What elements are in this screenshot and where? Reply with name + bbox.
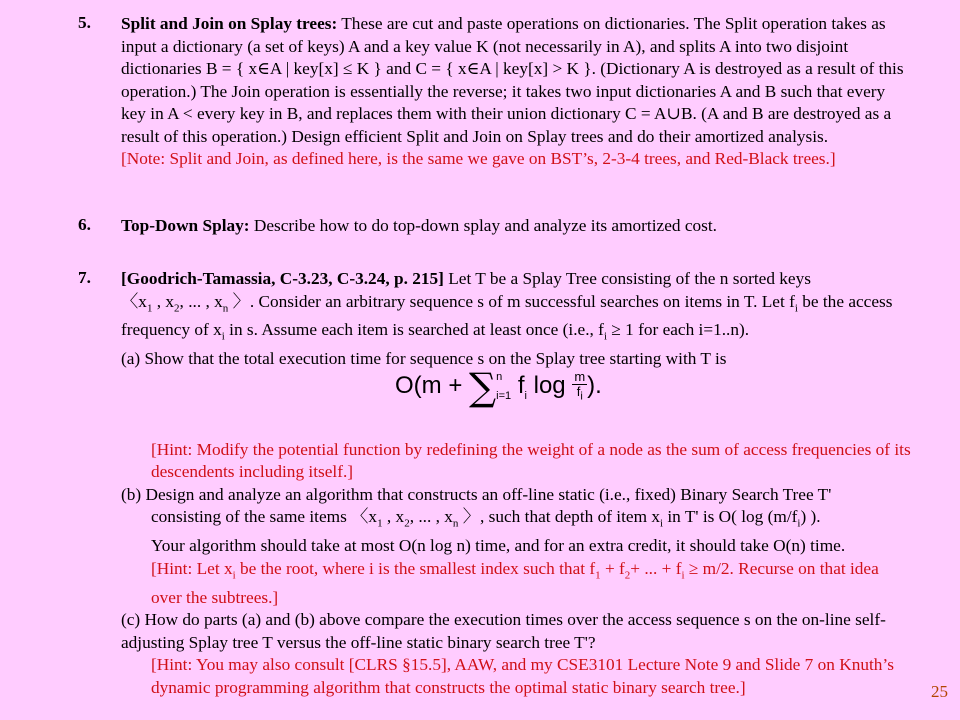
problem-number: 5. (78, 13, 91, 32)
part-a: (a) Show that the total execution time for sequence s on the Splay tree starting with T is (121, 349, 727, 369)
problem-note: [Note: Split and Join, as defined here, is the same we gave on BST’s, 2-3-4 trees, and Red-Black trees.] (121, 149, 836, 168)
page-number: 25 (931, 682, 948, 701)
problem-body: [Goodrich-Tamassia, C-3.23, C-3.24, p. 215] Let T be a Splay Tree consisting of the n sorted keys 〈$x_1$ , $x_2$, ... , $x_n$ 〉. Consider an arbitrary sequence s of m successful searches on items in T. Let $f_i$ be the access frequency of $x_i$ in s. Assume each item is searched at least once (i.e., $f_i \ge 1$ for each i=1..n). (a) Show that the total execution time for sequence s on the Splay tree starting with T is [Hint: Modify the potential function by redefining the weight of a node as the sum of access frequencies of its descendents including itself.] (b) Design and analyze an algorithm that constructs an off-line static (i.e., fixed) Binary Search Tree T' consisting of the same items 〈$x_1$ , $x_2$, ... , $x_n$ 〉, such that depth of item $x_i$ in T' is O( $\log (m/f_i)$ ). Your algorithm should take at most O(n log n) time, and for an extra credit, it should take O(n) time. [Hint: Let $x_i$ be the root, where i is the smallest index such that $f_1 + f_2+$ ... + $f_i \ge m/2$. Recurse on that idea over the subtrees.] (c) How do parts (a) and (b) above compare the execution times over the access sequence s on the on-line self-adjusting Splay tree T versus the off-line static binary search tree T'? [Hint: You may also consult [CLRS §15.5], AAW, and my CSE3101 Lecture Note 9 and Slide 7 on Knuth’s dynamic programming algorithm that constructs the optimal static binary search tree.] (121, 268, 911, 699)
summation-symbol: ∑ (469, 365, 497, 409)
part-c: (c) How do parts (a) and (b) above compare the execution times over the access sequence s on the on-line self-adjusting Splay tree T versus the off-line static binary search tree T'? [Hint: You may also consult [CLRS §15.5], AAW, and my CSE3101 Lecture Note 9 and Slide 7 on Knuth’s dynamic programming algorithm that constructs the optimal static binary search tree.] (121, 609, 911, 699)
problem-title: [Goodrich-Tamassia, C-3.23, C-3.24, p. 215] (121, 269, 444, 288)
problem-text: Describe how to do top-down splay and analyze its amortized cost. (253, 216, 717, 235)
hint-a: [Hint: Modify the potential function by redefining the weight of a node as the sum of access frequencies of its descendents including itself.] (151, 439, 911, 482)
problem-number: 7. (78, 268, 91, 287)
problem-title: Split and Join on Splay trees: (121, 14, 338, 33)
cost-formula: O(m + ∑$^n$ $_{i=1}$ $f_i$ log $\frac{m}{f_i}$ ). (395, 365, 602, 409)
hint-c: [Hint: You may also consult [CLRS §15.5], AAW, and my CSE3101 Lecture Note 9 and Slide 7 on Knuth’s dynamic programming algorithm that constructs the optimal static binary search tree.] (151, 655, 894, 697)
problem-body (121, 215, 911, 238)
part-b: (b) Design and analyze an algorithm that constructs an off-line static (i.e., fixed) Binary Search Tree T' consisting of the same items 〈$x_1$ , $x_2$, ... , $x_n$ 〉, such that depth of item $x_i$ in T' is O( $\log (m/f_i)$ ). Your algorithm should take at most O(n log n) time, and for an extra credit, it should take O(n) time. [Hint: Let $x_i$ be the root, where i is the smallest index such that $f_1 + f_2+$ ... + $f_i \ge m/2$. Recurse on that idea over the subtrees.] (121, 484, 911, 609)
problem-text: These are cut and paste operations on dictionaries. The Split operation takes as input a dictionary (a set of keys) A and a key value K (not necessarily in A), and splits A into two disjoint dictionaries B = { x∈A | key[x] ≤ K } and C = { x∈A | key[x] > K }. (Dictionary A is destroyed as a result of this operation.) The Join operation is essentially the reverse; it takes two input dictionaries A and B such that every key in A < every key in B, and replaces them with their union dictionary C = A∪B. (A and B are destroyed as a result of this operation.) Design efficient Split and Join on Splay trees and do their amortized analysis. (121, 14, 904, 146)
problem-title: Top-Down Splay: (121, 216, 250, 235)
hint-b: [Hint: Let $x_i$ be the root, where i is the smallest index such that $f_1 + f_2+$ ... + $f_i \ge m/2$. Recurse on that idea over the subtrees.] (151, 558, 879, 607)
problem-number: 6. (78, 215, 91, 234)
problem-body (121, 13, 911, 171)
fraction: $\frac{m}{f_i}$ (574, 368, 586, 403)
